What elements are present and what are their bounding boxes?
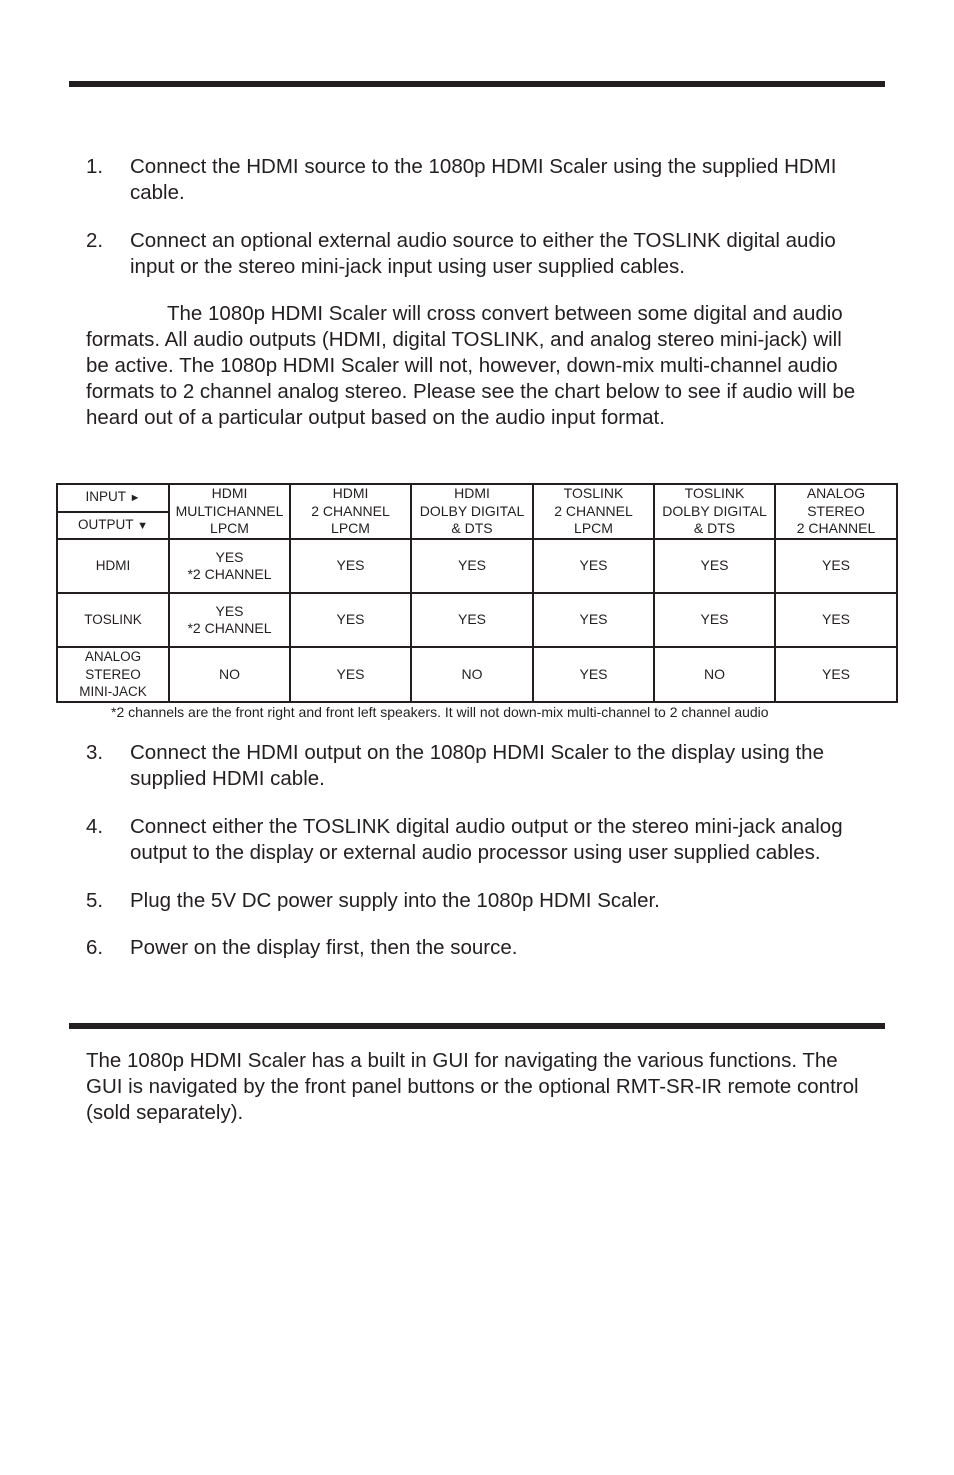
row-header (57, 593, 169, 647)
table-cell (654, 593, 775, 647)
step-number: 4. (86, 815, 104, 838)
table-cell (290, 647, 411, 702)
column-header (533, 484, 654, 539)
cell-value: NO (219, 665, 240, 682)
table-footnote: *2 channels are the front right and front left speakers. It will not down-mix multi-channel to 2 channel audio (111, 704, 769, 720)
row-header-line: HDMI (95, 558, 131, 574)
column-header (169, 484, 290, 539)
cell-value: YES (336, 665, 365, 682)
table-cell (169, 647, 290, 702)
table-cell (654, 647, 775, 702)
cell-value: YES (821, 665, 850, 682)
cell-value: *2 CHANNEL (187, 566, 272, 582)
column-header-line: LPCM (574, 520, 613, 537)
row-header-line: TOSLINK (84, 612, 142, 628)
row-header (57, 647, 169, 702)
cell-value: NO (704, 665, 725, 682)
step-text: Connect the HDMI output on the 1080p HDMI Scaler to the display using the supplied HDMI cable. (130, 741, 824, 790)
cell-value: YES (215, 548, 244, 565)
section-divider-rule (69, 1023, 885, 1029)
table-row (57, 647, 897, 702)
top-section-rule (69, 81, 885, 87)
cell-value: YES (579, 611, 608, 628)
column-header-line: & DTS (451, 520, 493, 537)
table-cell (169, 593, 290, 647)
column-header-line: STEREO (807, 502, 865, 519)
step-3 (86, 740, 876, 792)
cell-value: *2 CHANNEL (187, 620, 272, 636)
column-header (290, 484, 411, 539)
column-header-line: LPCM (210, 520, 249, 537)
table-cell (775, 647, 897, 702)
cell-value: YES (457, 557, 486, 574)
column-header-line: HDMI (332, 485, 369, 502)
cell-value: YES (821, 557, 850, 574)
cell-value: NO (461, 665, 483, 682)
column-header-line: 2 CHANNEL (796, 520, 876, 537)
table-cell (290, 539, 411, 593)
table-cell (533, 593, 654, 647)
table-row (57, 539, 897, 593)
cell-value: YES (700, 557, 729, 574)
column-header-line: DOLBY DIGITAL (419, 502, 525, 519)
right-arrow-icon: ► (129, 492, 141, 505)
cell-value: YES (700, 611, 729, 628)
step-number: 2. (86, 229, 104, 252)
step-number: 6. (86, 936, 104, 959)
audio-note (86, 301, 861, 431)
step-1 (86, 154, 876, 206)
step-2 (86, 228, 876, 280)
cell-value: YES (336, 557, 365, 574)
step-4 (86, 814, 876, 866)
table-cell (169, 539, 290, 593)
audio-note-text: The 1080p HDMI Scaler will cross convert between some digital and audio formats. All audio outputs (HDMI, digital TOSLINK, and analog stereo mini-jack) will be active. The 1080p HDMI Scaler will not, however, down-mix multi-channel audio formats to 2 channel analog stereo. Please see the chart below to see if audio will be heard out of a particular output based on the audio input format. (86, 302, 856, 429)
cell-value: YES (579, 665, 608, 682)
output-axis-label: OUTPUT ▼ (57, 512, 169, 539)
row-header-line: MINI-JACK (79, 684, 147, 699)
table-cell (411, 647, 533, 702)
column-header-line: HDMI (454, 485, 490, 502)
column-header-line: TOSLINK (563, 485, 624, 502)
step-number: 1. (86, 155, 104, 178)
column-header-line: ANALOG (806, 485, 866, 502)
table-cell (533, 539, 654, 593)
cell-value: YES (821, 611, 850, 628)
cell-value: YES (457, 611, 486, 628)
column-header-line: HDMI (211, 485, 248, 502)
step-5 (86, 888, 876, 914)
step-text: Connect an optional external audio source to either the TOSLINK digital audio input or the stereo mini-jack input using user supplied cables. (130, 229, 836, 278)
table-cell (411, 593, 533, 647)
step-text: Plug the 5V DC power supply into the 1080p HDMI Scaler. (130, 889, 660, 912)
table-cell (290, 593, 411, 647)
step-text: Connect either the TOSLINK digital audio output or the stereo mini-jack analog output to the display or external audio processor using user supplied cables. (130, 815, 843, 864)
table-cell (654, 539, 775, 593)
step-number: 3. (86, 741, 104, 764)
column-header-line: TOSLINK (684, 485, 745, 502)
step-text: Connect the HDMI source to the 1080p HDMI Scaler using the supplied HDMI cable. (130, 155, 837, 204)
cell-value: YES (579, 557, 608, 574)
table-cell (775, 593, 897, 647)
step-6 (86, 935, 876, 961)
table-row (57, 593, 897, 647)
column-header-line: 2 CHANNEL (311, 502, 390, 519)
row-header (57, 539, 169, 593)
table-cell (411, 539, 533, 593)
column-header-line: LPCM (331, 520, 370, 537)
row-header-line: ANALOG (84, 649, 142, 664)
column-header-line: 2 CHANNEL (554, 502, 633, 519)
column-header-line: DOLBY DIGITAL (662, 502, 767, 519)
column-header-line: & DTS (693, 520, 736, 537)
column-header (411, 484, 533, 539)
column-header (775, 484, 897, 539)
column-header (654, 484, 775, 539)
step-number: 5. (86, 889, 104, 912)
audio-compatibility-table (56, 483, 898, 703)
cell-value: YES (215, 602, 244, 619)
table-cell (775, 539, 897, 593)
cell-value: YES (336, 611, 365, 628)
down-arrow-icon: ▼ (137, 519, 148, 532)
row-header-line: STEREO (85, 666, 141, 682)
table-cell (533, 647, 654, 702)
step-text: Power on the display first, then the source. (130, 936, 518, 959)
column-header-line: MULTICHANNEL (175, 502, 284, 519)
input-axis-label: INPUT ► (57, 484, 169, 512)
gui-intro: The 1080p HDMI Scaler has a built in GUI for navigating the various functions. The GUI is navigated by the front panel buttons or the optional RMT-SR-IR remote control (sold separately). (86, 1049, 859, 1124)
